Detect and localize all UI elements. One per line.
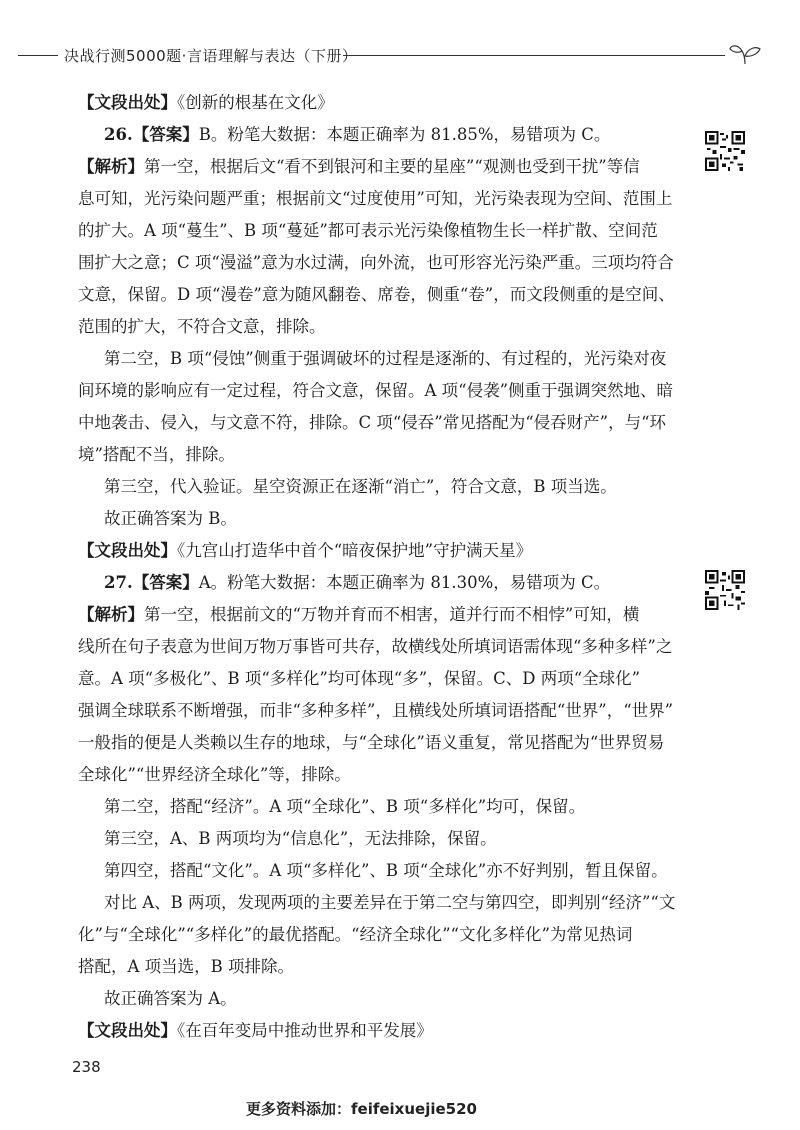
text-line: 中地袭击、侵入，与文意不符，排除。C 项“侵吞”常见搭配为“侵吞财产”，与“环 [78,413,667,432]
text-line: 化”与“全球化”“多样化”的最优搭配。“经济全球化”“文化多样化”为常见热词 [78,925,633,944]
text-line: 范围的扩大，不符合文意，排除。 [78,317,326,336]
text-line: 【解析】第一空，根据前文的“万物并育而不相害，道并行而不相悖”可知，横 [78,605,640,624]
text-line: 第二空，搭配“经济”。A 项“全球化”、B 项“多样化”均可，保留。 [104,797,586,816]
text-line: 故正确答案为 A。 [104,989,237,1008]
text-line: 第四空，搭配“文化”。A 项“多样化”、B 项“全球化”亦不好判别，暂且保留。 [104,861,668,880]
qr-code-icon[interactable] [705,131,745,171]
text-line: 26.【答案】B。粉笔大数据：本题正确率为 81.85%，易错项为 C。 [104,125,611,144]
text-line: 第三空，代入验证。星空资源正在逐渐“消亡”，符合文意，B 项当选。 [104,477,617,496]
page-number: 238 [72,1058,101,1076]
text-line: 搭配，A 项当选，B 项排除。 [78,957,295,976]
text-line: 的扩大。A 项“蔓生”、B 项“蔓延”都可表示光污染像植物生长一样扩散、空间范 [78,221,658,240]
text-line: 【解析】第一空，根据后文“看不到银河和主要的星座”“观测也受到干扰”等信 [78,157,640,176]
footer-note: 更多资料添加：feifeixuejie520 [246,1100,477,1118]
qr-code-icon[interactable] [705,570,745,610]
text-line: 强调全球联系不断增强，而非“多种多样”，且横线处所填词语搭配“世界”，“世界” [78,701,674,720]
text-line: 意。A 项“多极化”、B 项“多样化”均可体现“多”，保留。C、D 两项“全球化” [78,669,641,688]
text-line: 第三空，A、B 两项均为“信息化”，无法排除，保留。 [104,829,497,848]
text-line: 故正确答案为 B。 [104,509,237,528]
text-line: 对比 A、B 两项，发现两项的主要差异在于第二空与第四空，即判别“经济”“文 [104,893,676,912]
text-line: 27.【答案】A。粉笔大数据：本题正确率为 81.30%，易错项为 C。 [104,573,611,592]
text-line: 息可知，光污染问题严重；根据前文“过度使用”可知，光污染表现为空间、范围上 [78,189,673,208]
text-line: 【文段出处】《在百年变局中推动世界和平发展》 [78,1021,433,1040]
text-line: 境”搭配不当，排除。 [78,445,235,464]
text-line: 围扩大之意；C 项“漫溢”意为水过满，向外流，也可形容光污染严重。三项均符合 [78,253,674,272]
text-line: 间环境的影响应有一定过程，符合文意，保留。A 项“侵袭”侧重于强调突然地、暗 [78,381,674,400]
text-line: 文意，保留。D 项“漫卷”意为随风翻卷、席卷，侧重“卷”，而文段侧重的是空间、 [78,285,675,304]
text-line: 全球化”“世界经济全球化”等，排除。 [78,765,351,784]
header-title: 决战行测5000题·言语理解与表达（下册） [64,47,358,65]
text-line: 第二空，B 项“侵蚀”侧重于强调破坏的过程是逐渐的、有过程的，光污染对夜 [104,349,667,368]
text-line: 【文段出处】《创新的根基在文化》 [78,93,334,112]
text-line: 【文段出处】《九宫山打造华中首个“暗夜保护地”守护满天星》 [78,541,533,560]
text-line: 线所在句子表意为世间万物万事皆可共存，故横线处所填词语需体现“多种多样”之 [78,637,673,656]
text-line: 一般指的便是人类赖以生存的地球，与“全球化”语义重复，常见搭配为“世界贸易 [78,733,665,752]
